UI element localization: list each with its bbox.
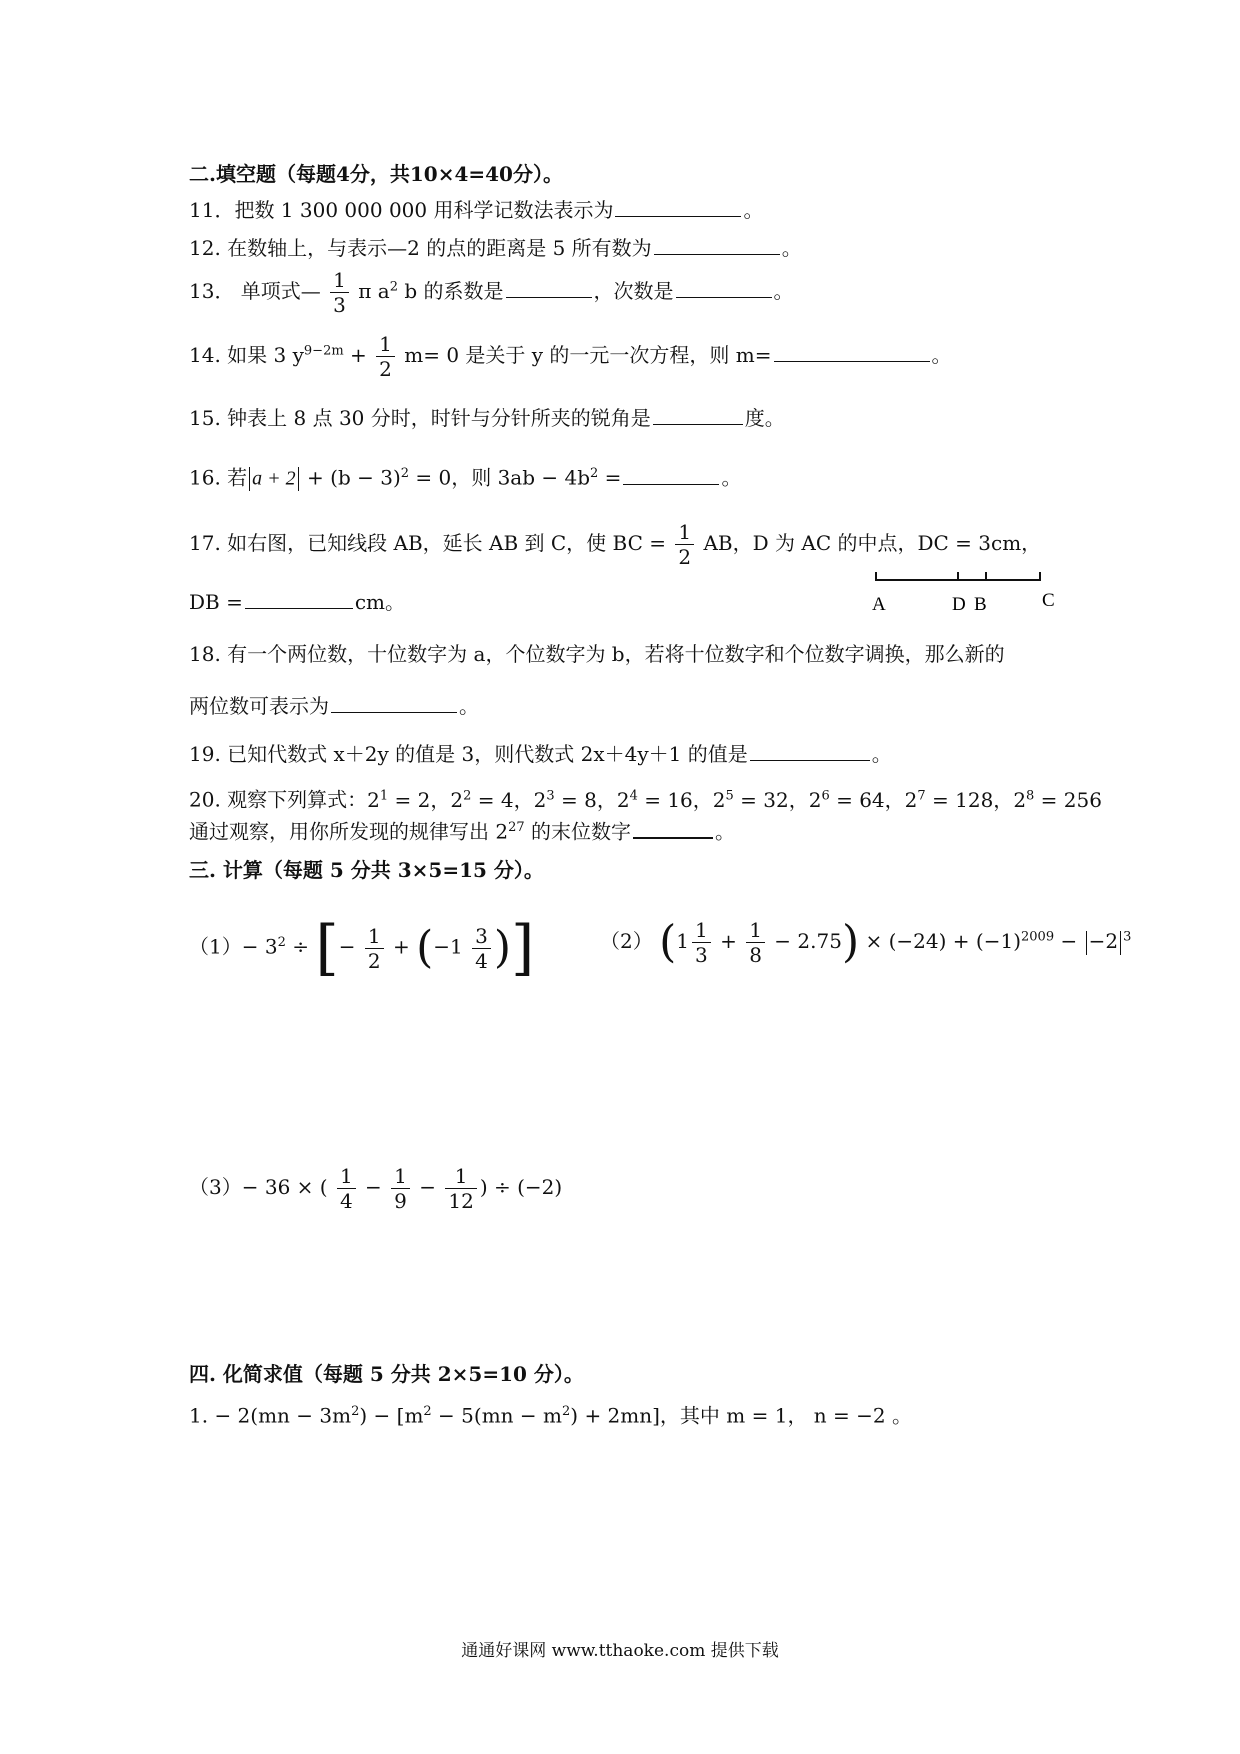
fraction: $\frac{1}{2}$ [675,520,694,569]
question-13: 13． 单项式— $\frac{1}{3}$ π $a^2$ b 的系数是 ，次数是 。 [189,268,794,317]
problem-3-2: （2） (1 $\frac{1}{3}$ + $\frac{1}{8}$ − $2.75) \times (-24) + (-1)^{2009} - -2$ $^3$ [600,916,1132,968]
answer-blank[interactable] [774,341,930,362]
fraction: $\frac{1}{2}$ [376,332,395,381]
section3-heading: 三. 计算（每题 5 分共 3×5=15 分）。 [189,858,544,882]
question-20: 20. 观察下列算式：$2^1 = 2$，$2^2 = 4$，$2^3 = 8$，$2^4 = 16$，$2^5 = 32$，$2^6 = 64$，$2^7 = 128$，$2^8 = 256$ [189,787,1102,812]
power-item: $2^2 = 4$， [450,787,534,812]
problem-3-3: （3）− 36 × ( $\frac{1}{4}$ − $\frac{1}{9}$ − $\frac{1}{12}$ ) ÷ (−2) [189,1164,563,1213]
question-17-line2: DB = cm。 [189,590,406,614]
answer-blank[interactable] [654,234,780,255]
question-18-line2: 两位数可表示为 。 [189,694,479,718]
question-12: 12. 在数轴上，与表示—2 的点的距离是 5 所有数为 。 [189,236,802,260]
power-item: $2^8 = 256$ [1013,787,1102,812]
question-18: 18. 有一个两位数，十位数字为 a，个位数字为 b，若将十位数字和个位数字调换，那么新的 [189,642,1005,666]
label-b: B [974,594,987,615]
question-14: 14. 如果 3 $y^{9-2m}$ + $\frac{1}{2}$ m= 0 是关于 y 的一元一次方程，则 m= 。 [189,332,952,381]
footer-credit: 通通好课网 www.tthaoke.com 提供下载 [461,1641,779,1661]
question-16: 16. 若 $a + 2 + (b - 3)^2 = 0$，则 $3ab - 4b^2$ = 。 [189,465,742,490]
power-item: $2^5 = 32$， [712,787,809,812]
segment-figure [870,566,1060,618]
question-17: 17. 如右图，已知线段 AB，延长 AB 到 C，使 BC = $\frac{1}{2}$ AB，D 为 AC 的中点，DC = 3cm， [189,520,1042,569]
fraction: $\frac{1}{3}$ [330,268,349,317]
power-item: $2^6 = 64$， [808,787,905,812]
answer-blank[interactable] [506,277,592,298]
power-item: $2^7 = 128$， [904,787,1014,812]
question-15: 15. 钟表上 8 点 30 分时，时针与分针所夹的锐角是 度。 [189,406,785,430]
answer-blank[interactable] [615,196,741,217]
answer-blank[interactable] [331,692,457,713]
answer-blank[interactable] [653,404,743,425]
power-item: $2^3 = 8$， [533,787,617,812]
problem-4-1: 1. − $2(mn - 3m^2) - [m^2 - 5(mn - m^2) + 2mn]$，其中 m = 1， n = −2 。 [189,1403,912,1428]
section2-heading: 二.填空题（每题4分，共10×4=40分）。 [189,162,563,186]
answer-blank[interactable] [750,740,870,761]
question-20-line2: 通过观察，用你所发现的规律写出 $2^{27}$ 的末位数字 。 [189,814,735,846]
power-item: $2^1 = 2$， [367,787,451,812]
answer-blank[interactable] [245,588,353,609]
power-item: $2^4 = 16$， [616,787,713,812]
question-11: 11．把数 1 300 000 000 用科学记数法表示为 。 [189,198,764,222]
label-a: A [872,594,886,615]
label-d: D [952,594,966,615]
label-c: C [1042,590,1055,611]
problem-3-1: $(1)- 3^2$ ÷ [− $\frac{1}{2}$ + (−1 $\frac{3}{4}$ )] [189,913,535,983]
answer-blank[interactable] [623,464,719,485]
answer-blank[interactable] [633,817,713,839]
answer-blank[interactable] [676,277,772,298]
question-19: 19. 已知代数式 x＋2y 的值是 3，则代数式 2x＋4y＋1 的值是 。 [189,742,892,766]
powers-list [367,788,1102,812]
section4-heading: 四. 化简求值（每题 5 分共 2×5=10 分）。 [189,1362,584,1386]
